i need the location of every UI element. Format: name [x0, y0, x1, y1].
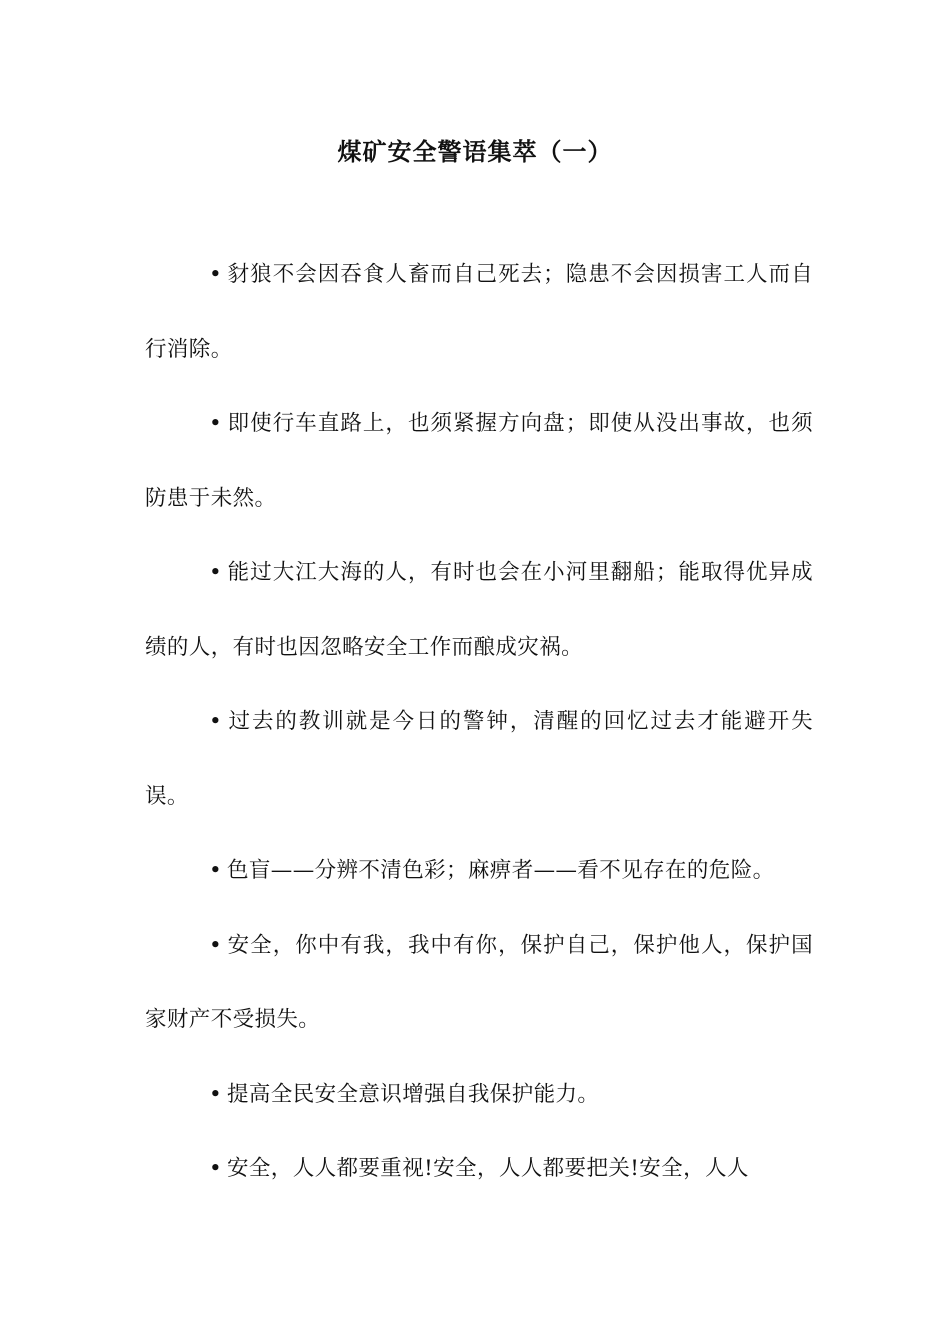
bullet-icon: •	[209, 560, 223, 585]
bullet-icon: •	[209, 858, 223, 883]
paragraph	[145, 909, 813, 1058]
document-body	[145, 238, 813, 1207]
bullet-icon: •	[209, 1156, 223, 1181]
bullet-icon: •	[209, 1081, 223, 1107]
bullet-icon: •	[209, 411, 223, 436]
paragraph	[145, 1132, 813, 1207]
paragraph	[145, 238, 813, 387]
paragraph-text: 能过大江大海的人，有时也会在小河里翻船；能取得优异成绩的人，有时也因忽略安全工作而酿成灾祸。	[145, 560, 813, 660]
document-title: 煤矿安全警语集萃（一）	[337, 137, 613, 166]
paragraph-text: 提高全民安全意识增强自我保护能力。	[227, 1081, 600, 1107]
paragraph-text: 即使行车直路上，也须紧握方向盘；即使从没出事故，也须防患于未然。	[145, 411, 813, 511]
paragraph	[145, 685, 813, 834]
paragraph	[145, 1058, 813, 1133]
paragraph	[145, 387, 813, 536]
paragraph	[145, 834, 813, 909]
paragraph-text: 过去的教训就是今日的警钟，清醒的回忆过去才能避开失误。	[145, 709, 813, 809]
paragraph-text: 安全，人人都要重视!安全，人人都要把关!安全，人人	[227, 1156, 749, 1181]
bullet-icon: •	[209, 709, 223, 734]
paragraph-text: 豺狼不会因吞食人畜而自己死去；隐患不会因损害工人而自行消除。	[145, 262, 813, 362]
paragraph-text: 安全，你中有我，我中有你，保护自己，保护他人，保护国家财产不受损失。	[145, 932, 813, 1032]
paragraph-text: 色盲——分辨不清色彩；麻痹者——看不见存在的危险。	[227, 858, 775, 883]
bullet-icon: •	[209, 262, 223, 287]
paragraph	[145, 536, 813, 685]
bullet-icon: •	[209, 932, 223, 958]
